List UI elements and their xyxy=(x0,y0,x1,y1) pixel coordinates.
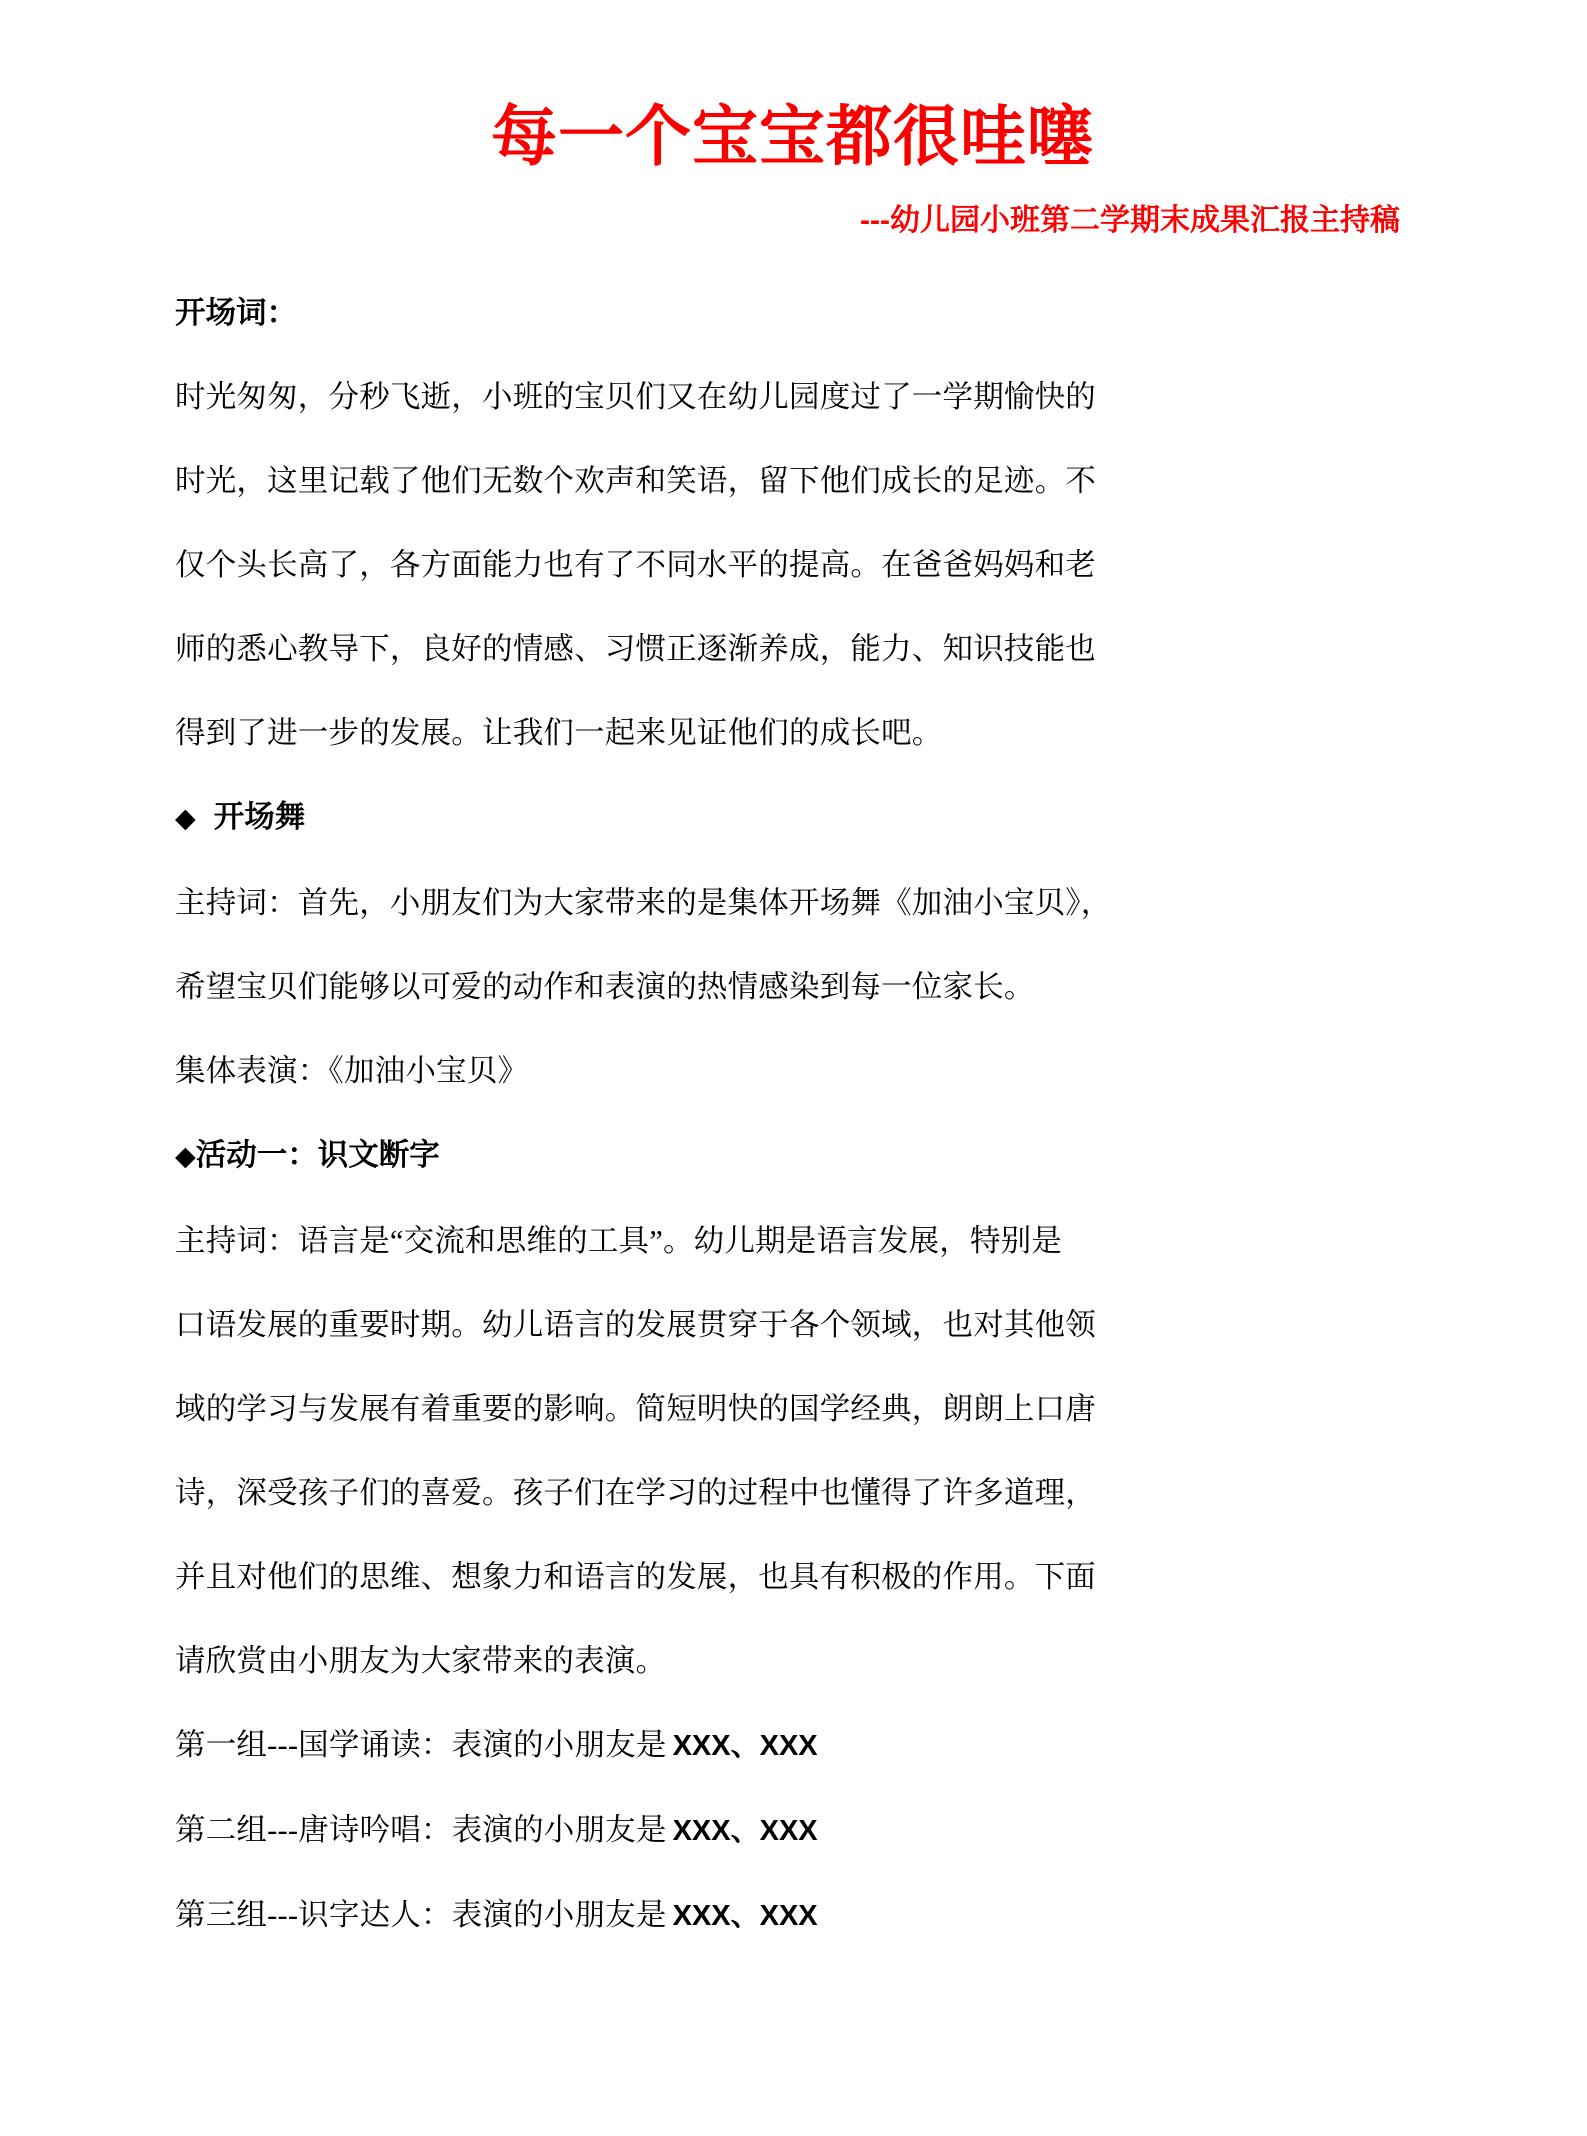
activity-one-host-line-2: 口语发展的重要时期。幼儿语言的发展贯穿于各个领域，也对其他领 xyxy=(175,1308,1096,1343)
activity-one-host-line-3: 域的学习与发展有着重要的影响。简短明快的国学经典，朗朗上口唐 xyxy=(175,1392,1096,1427)
activity-one-host-line-5: 并且对他们的思维、想象力和语言的发展，也具有积极的作用。下面 xyxy=(175,1560,1096,1595)
opening-dance-host-line-1: 主持词：首先，小朋友们为大家带来的是集体开场舞《加油小宝贝》， xyxy=(175,886,1112,921)
opening-heading: 开场词： xyxy=(175,296,297,331)
group-performers: XXX、XXX xyxy=(672,1730,818,1763)
diamond-bullet-icon: ◆ xyxy=(175,803,196,835)
section-activity-one-heading xyxy=(175,1113,1410,1199)
document-content xyxy=(175,0,1410,1958)
group-performers: XXX、XXX xyxy=(672,1815,818,1848)
group-label: 第二组---唐诗吟唱：表演的小朋友是 xyxy=(175,1813,667,1848)
section-activity-one-title: 活动一：识文断字 xyxy=(195,1138,440,1173)
activity-one-group-row xyxy=(175,1703,1410,1788)
opening-paragraph-line-4: 师的悉心教导下，良好的情感、习惯正逐渐养成，能力、知识技能也 xyxy=(175,632,1096,667)
activity-one-host-line-4: 诗，深受孩子们的喜爱。孩子们在学习的过程中也懂得了许多道理， xyxy=(175,1476,1096,1511)
activity-one-host-line-1: 主持词：语言是“交流和思维的工具”。幼儿期是语言发展，特别是 xyxy=(175,1224,1063,1259)
opening-dance-performance: 集体表演：《加油小宝贝》 xyxy=(175,1054,529,1089)
group-performers: XXX、XXX xyxy=(672,1900,818,1933)
opening-paragraph-line-1: 时光匆匆，分秒飞逝，小班的宝贝们又在幼儿园度过了一学期愉快的 xyxy=(175,380,1096,415)
page-title: 每一个宝宝都很哇噻 xyxy=(491,99,1094,173)
opening-dance-host-line-2: 希望宝贝们能够以可爱的动作和表演的热情感染到每一位家长。 xyxy=(175,970,1035,1005)
opening-paragraph-line-5: 得到了进一步的发展。让我们一起来见证他们的成长吧。 xyxy=(175,716,943,751)
page-subtitle: ---幼儿园小班第二学期末成果汇报主持稿 xyxy=(860,203,1400,237)
activity-one-group-row xyxy=(175,1788,1410,1873)
activity-one-group-row xyxy=(175,1873,1410,1958)
diamond-bullet-icon: ◆ xyxy=(175,1141,196,1173)
opening-paragraph-line-3: 仅个头长高了，各方面能力也有了不同水平的提高。在爸爸妈妈和老 xyxy=(175,548,1096,583)
section-opening-dance-heading xyxy=(175,775,1410,861)
document-body xyxy=(175,241,1410,1958)
section-opening-dance-title: 开场舞 xyxy=(213,800,306,835)
opening-paragraph-line-2: 时光，这里记载了他们无数个欢声和笑语，留下他们成长的足迹。不 xyxy=(175,464,1096,499)
activity-one-host-line-6: 请欣赏由小朋友为大家带来的表演。 xyxy=(175,1644,667,1679)
group-label: 第一组---国学诵读：表演的小朋友是 xyxy=(175,1728,667,1763)
group-label: 第三组---识字达人：表演的小朋友是 xyxy=(175,1898,667,1933)
